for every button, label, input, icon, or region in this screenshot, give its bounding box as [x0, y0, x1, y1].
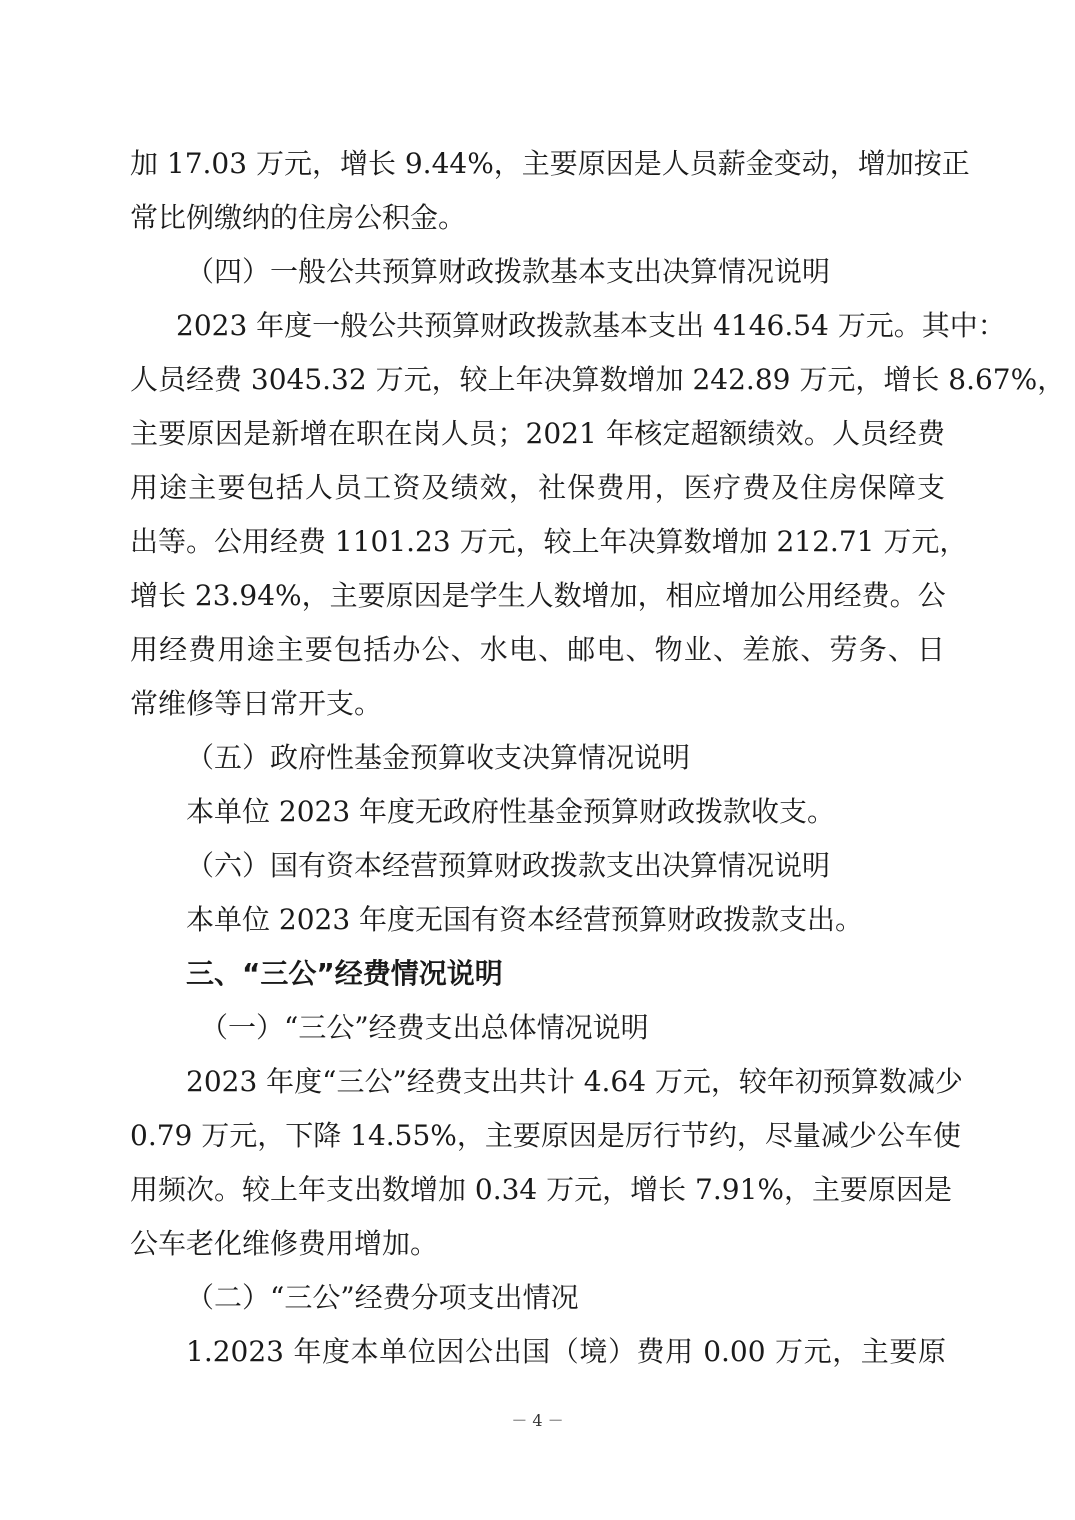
paragraph-line: 用频次。较上年支出数增加 0.34 万元，增长 7.91%，主要原因是	[130, 1173, 952, 1206]
paragraph-line: 常维修等日常开支。	[130, 687, 383, 720]
paragraph-line: 公车老化维修费用增加。	[130, 1227, 439, 1260]
paragraph-line: 人员经费 3045.32 万元，较上年决算数增加 242.89 万元，增长 8.67%，	[130, 363, 1066, 396]
section-heading: （五）政府性基金预算收支决算情况说明	[186, 741, 691, 774]
paragraph-line: 0.79 万元，下降 14.55%，主要原因是厉行节约，尽量减少公车使	[130, 1119, 961, 1152]
paragraph-line: 本单位 2023 年度无政府性基金预算财政拨款收支。	[186, 795, 836, 828]
section-heading: （六）国有资本经营预算财政拨款支出决算情况说明	[186, 849, 831, 882]
paragraph-line: 增长 23.94%，主要原因是学生人数增加，相应增加公用经费。公	[130, 579, 946, 612]
paragraph-line: 用经费用途主要包括办公、水电、邮电、物业、差旅、劳务、日	[130, 633, 945, 666]
section-heading: （二）“三公”经费分项支出情况	[186, 1281, 579, 1314]
chapter-heading: 三、“三公”经费情况说明	[186, 957, 503, 990]
section-heading: （四）一般公共预算财政拨款基本支出决算情况说明	[186, 255, 831, 288]
paragraph-line: 常比例缴纳的住房公积金。	[130, 201, 467, 234]
paragraph-line: 主要原因是新增在职在岗人员；2021 年核定超额绩效。人员经费	[130, 417, 945, 450]
paragraph-line: 2023 年度一般公共预算财政拨款基本支出 4146.54 万元。其中：	[176, 309, 1006, 342]
paragraph-line: 出等。公用经费 1101.23 万元，较上年决算数增加 212.71 万元，	[130, 525, 968, 558]
paragraph-line: 1.2023 年度本单位因公出国（境）费用 0.00 万元，主要原	[186, 1335, 946, 1368]
paragraph-line: 2023 年度“三公”经费支出共计 4.64 万元，较年初预算数减少	[186, 1065, 963, 1098]
paragraph-line: 加 17.03 万元，增长 9.44%，主要原因是人员薪金变动，增加按正	[130, 147, 970, 180]
page-number: － 4 －	[511, 1411, 564, 1430]
paragraph-line: 本单位 2023 年度无国有资本经营预算财政拨款支出。	[186, 903, 864, 936]
paragraph-line: 用途主要包括人员工资及绩效，社保费用，医疗费及住房保障支	[130, 471, 945, 504]
section-heading: （一）“三公”经费支出总体情况说明	[200, 1011, 649, 1044]
